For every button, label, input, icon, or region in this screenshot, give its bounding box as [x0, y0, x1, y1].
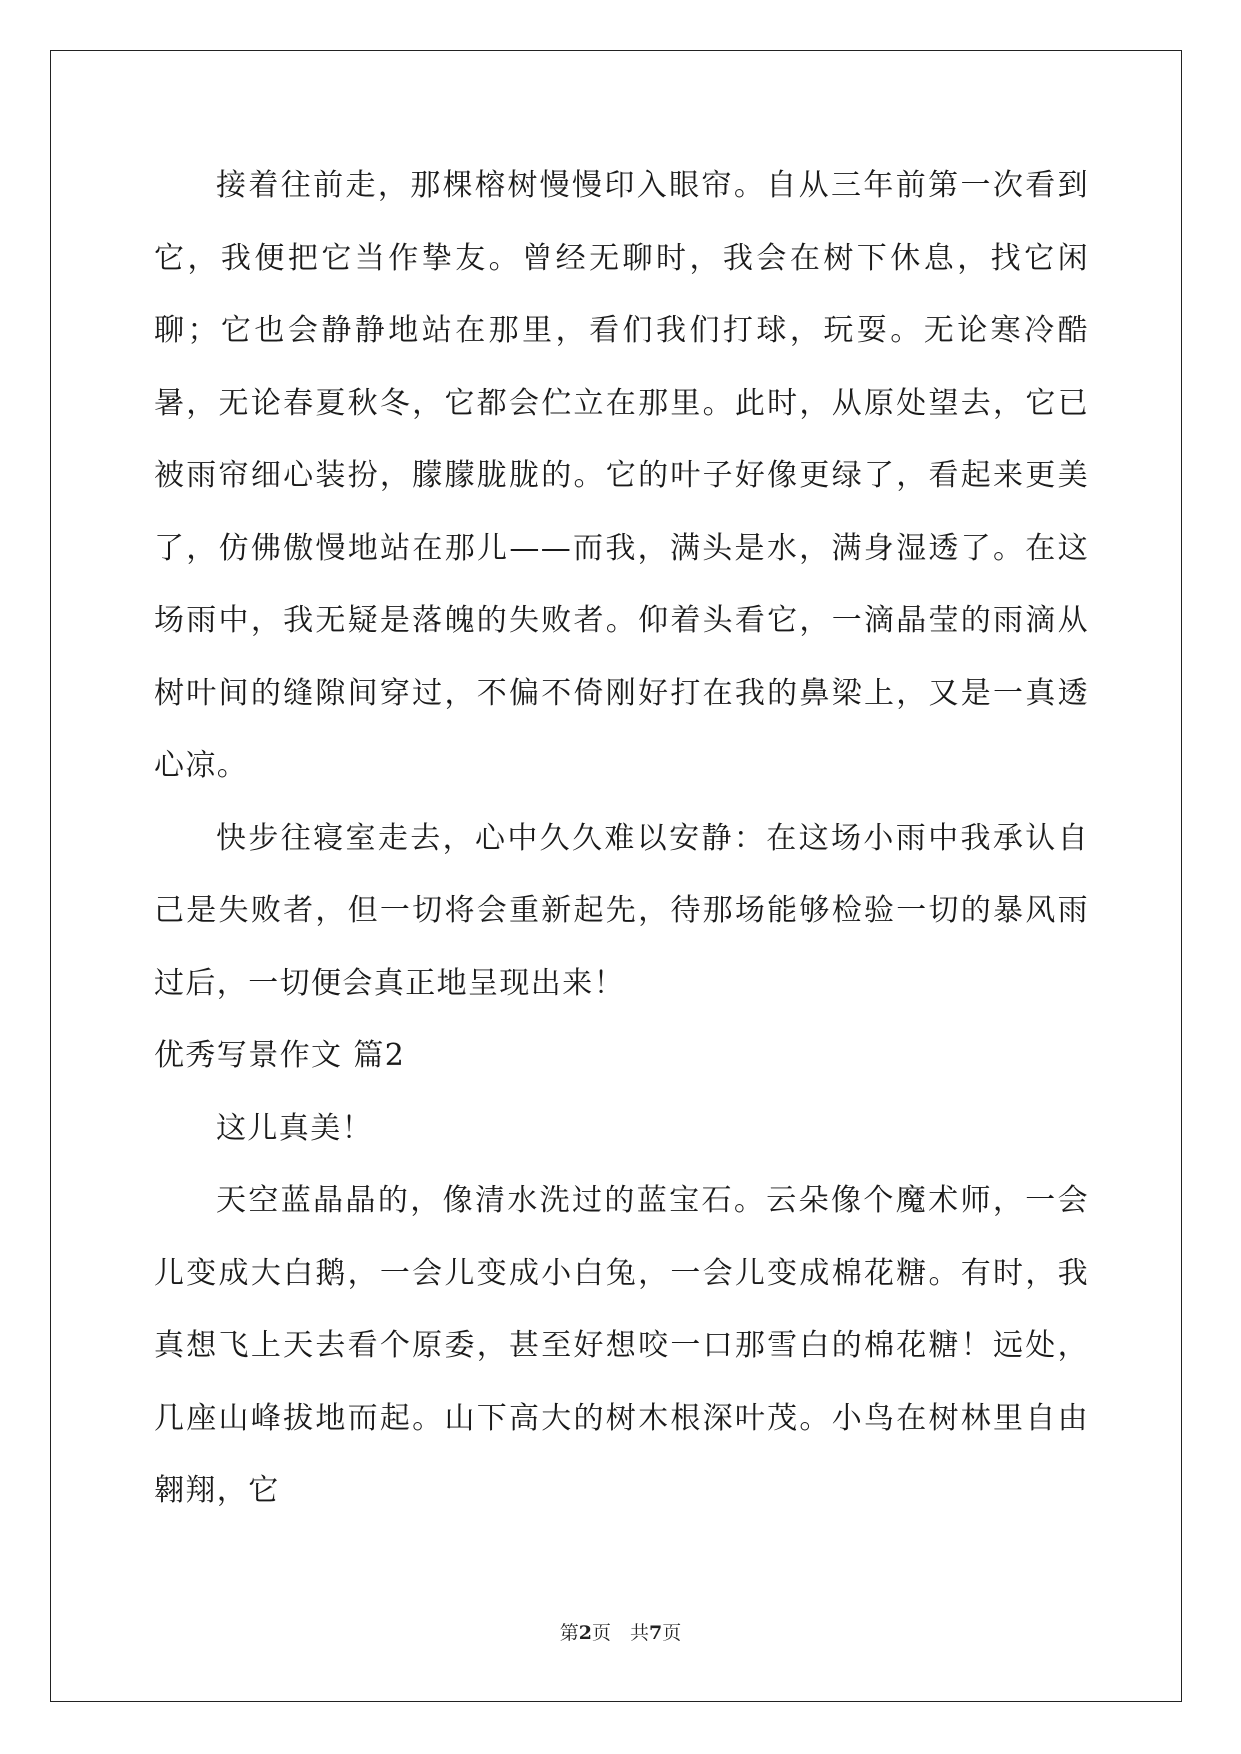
footer-prefix: 第 [559, 1622, 579, 1644]
footer-mid: 页 共 [591, 1622, 649, 1644]
total-page-number: 7 [649, 1622, 663, 1644]
paragraph: 这儿真美！ [216, 1110, 373, 1146]
footer-suffix: 页 [662, 1622, 682, 1644]
page-footer [0, 1618, 1241, 1645]
paragraph: 快步往寝室走去，心中久久难以安静：在这场小雨中我承认自己是失败者，但一切将会重新起先，待那场能够检验一切的暴风雨过后，一切便会真正地呈现出来！ [154, 820, 1089, 1001]
current-page-number: 2 [578, 1622, 592, 1644]
section-title: 优秀写景作文 篇2 [154, 1038, 406, 1073]
paragraph: 天空蓝晶晶的，像清水洗过的蓝宝石。云朵像个魔术师，一会儿变成大白鹅，一会儿变成小白兔，一会儿变成棉花糖。有时，我真想飞上天去看个原委，甚至好想咬一口那雪白的棉花糖！远处，几座山峰拔地而起。山下高大的树木根深叶茂。小鸟在树林里自由翱翔，它 [154, 1183, 1089, 1508]
paragraph: 接着往前走，那棵榕树慢慢印入眼帘。自从三年前第一次看到它，我便把它当作挚友。曾经无聊时，我会在树下休息，找它闲聊；它也会静静地站在那里，看们我们打球，玩耍。无论寒冷酷暑，无论春夏秋冬，它都会伫立在那里。此时，从原处望去，它已被雨帘细心装扮，朦朦胧胧的。它的叶子好像更绿了，看起来更美了，仿佛傲慢地站在那儿——而我，满头是水，满身湿透了。在这场雨中，我无疑是落魄的失败者。仰着头看它，一滴晶莹的雨滴从树叶间的缝隙间穿过，不偏不倚刚好打在我的鼻梁上，又是一真透心凉。 [154, 168, 1089, 783]
document-body [154, 150, 1089, 1528]
